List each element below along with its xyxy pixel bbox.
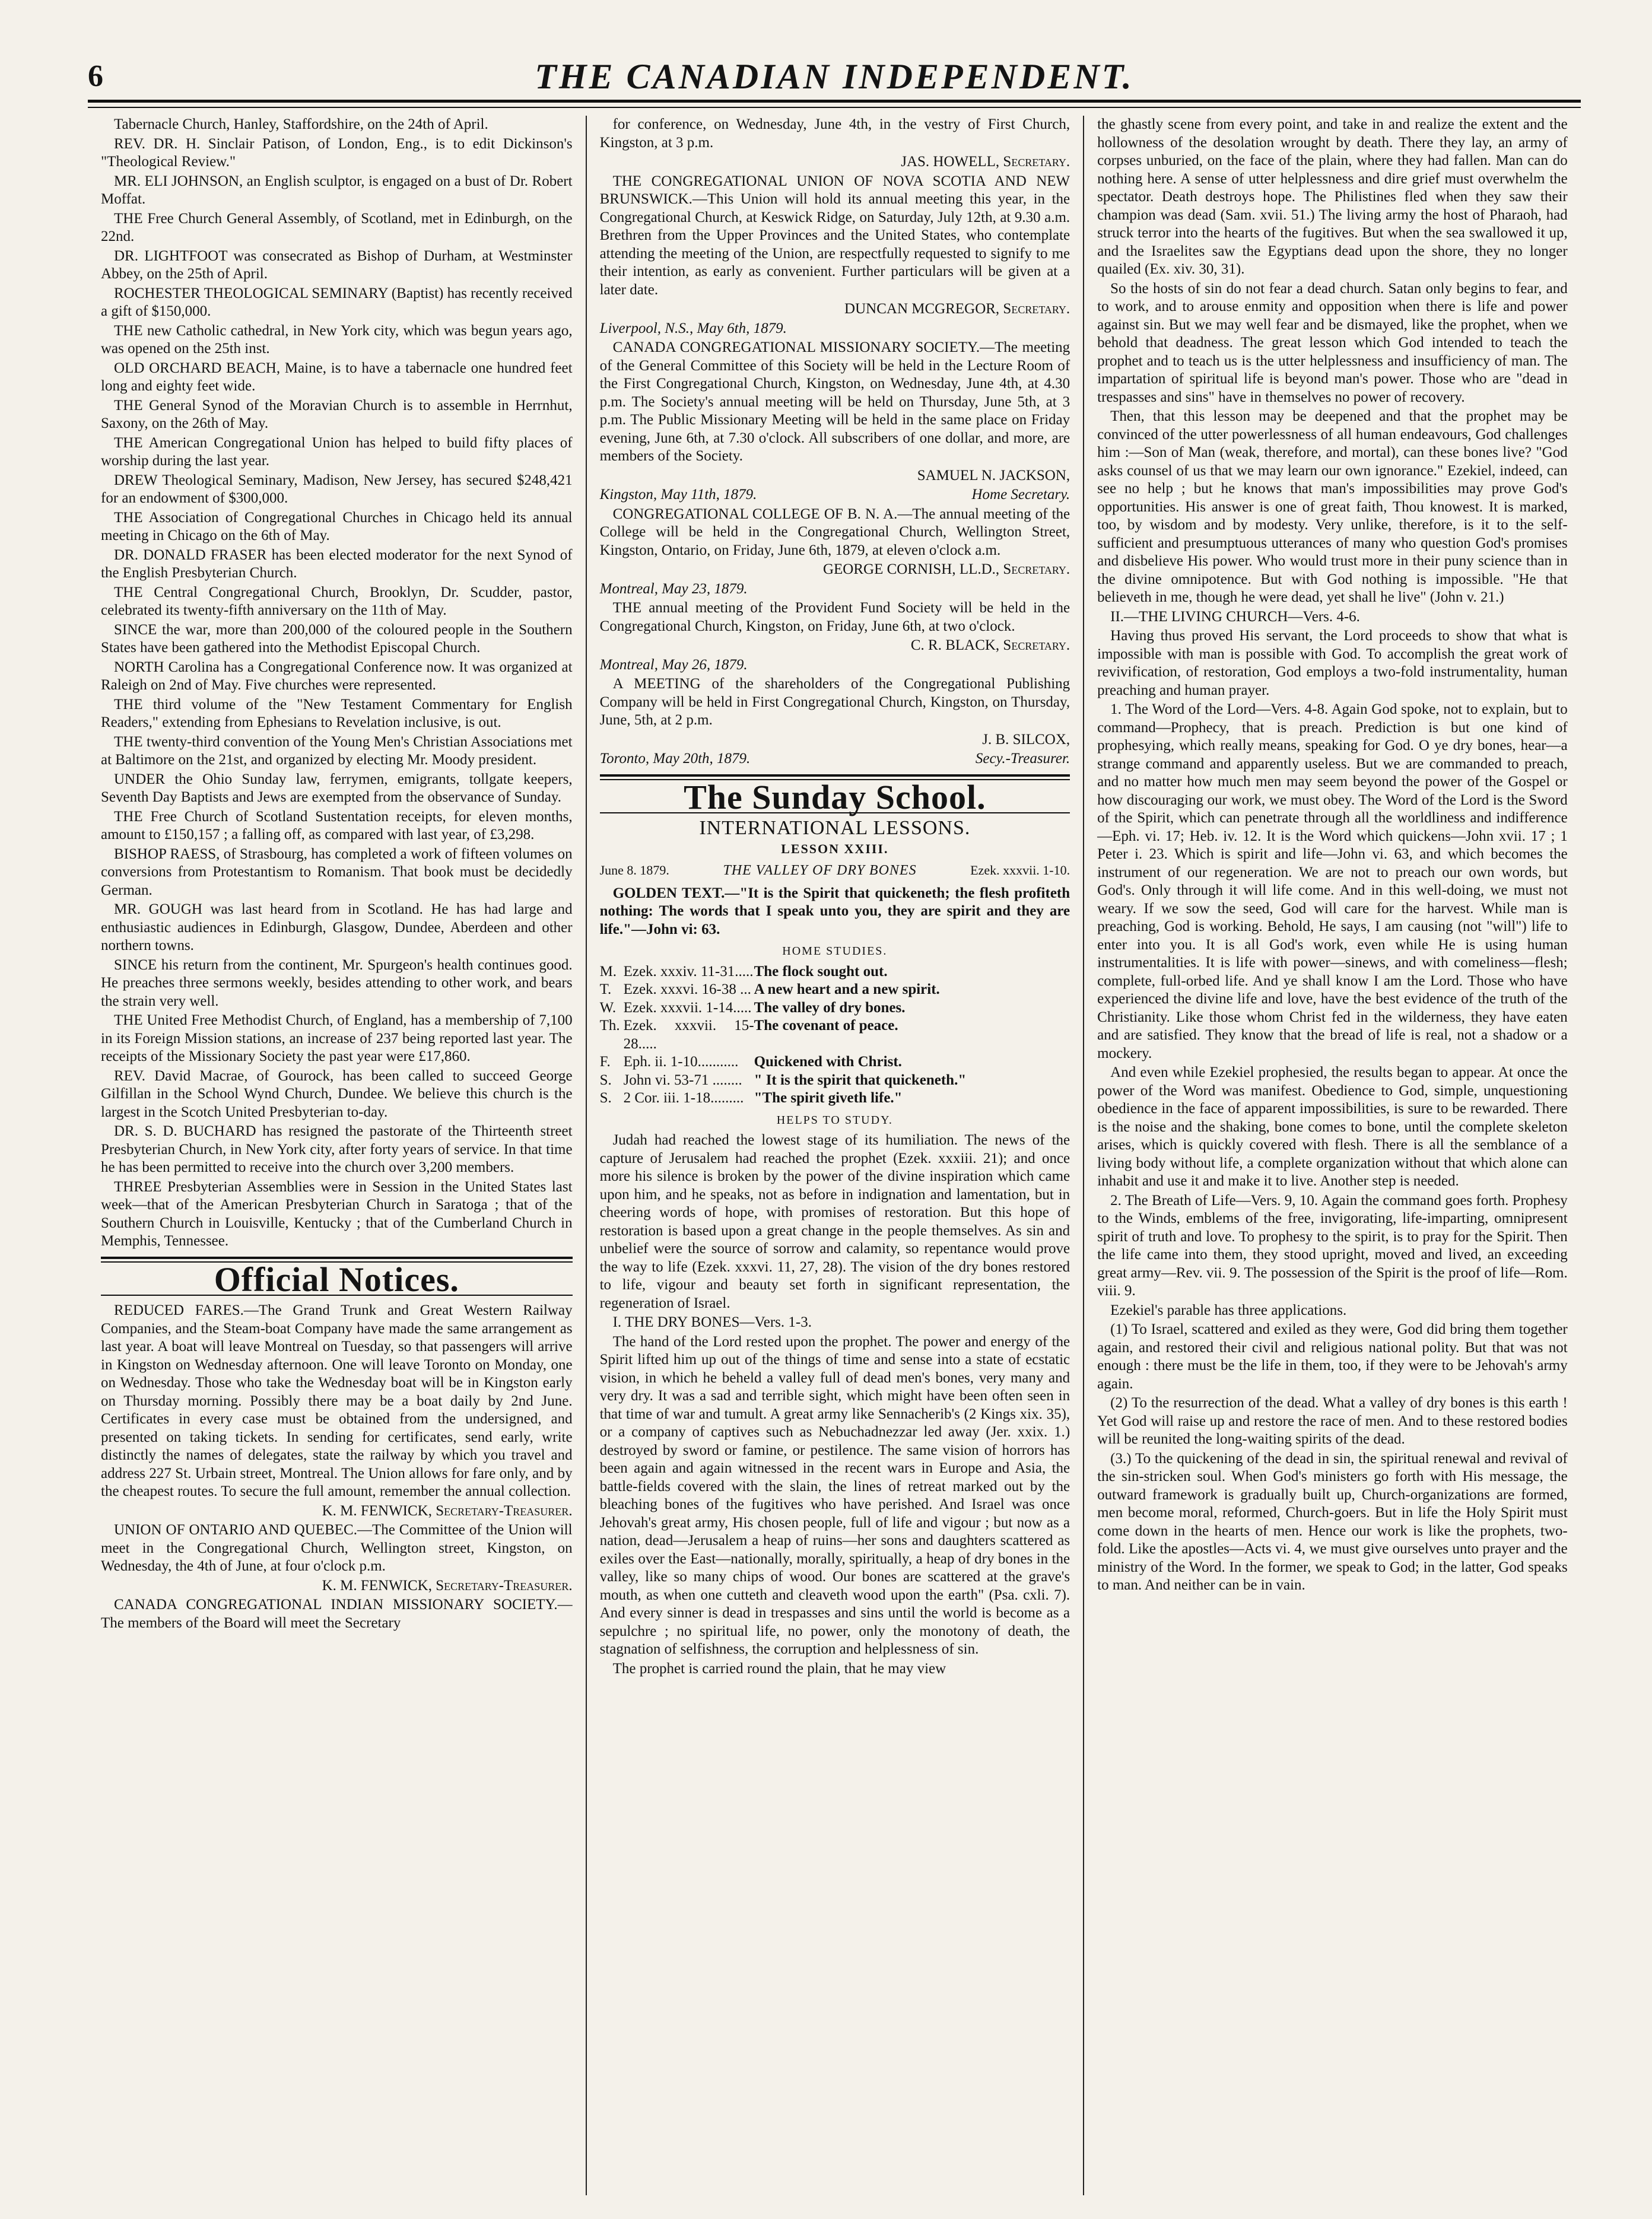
helps-paragraph: (2) To the resurrection of the dead. What a valley of dry bones is this earth ! Yet God will raise up and restore the race of men. And to these restored bodies will be reunited the long-waiting spirits of the dead. (1097, 1395, 1568, 1447)
helps-paragraph: Having thus proved His servant, the Lord proceeds to show that what is impossible with man is possible with God. To accomplish the great work of revivification, of restoration, God employs a two-fold instrumentality, human preaching and human prayer. (1097, 628, 1568, 698)
notice-signature: SAMUEL N. JACKSON, (917, 467, 1070, 484)
section-rule (600, 774, 1070, 777)
study-title: " It is the spirit that quickeneth." (754, 1072, 967, 1088)
helps-paragraph: So the hosts of sin do not fear a dead church. Satan only begins to fear, and to work, and to arouse enmity and opposition when there is life and power against sin. But we may well fear and be dismayed, like the prophet, when we behold that deadness. The great lesson which God intended to teach the prophet and to teach us is the utter helplessness and insufficiency of man. The impartation of spiritual life is beyond man's power. Those who are "dead in trespasses and sins" have in themselves no power of recovery. (1097, 280, 1568, 405)
page-number: 6 (88, 59, 103, 93)
study-title: Quickened with Christ. (754, 1054, 902, 1070)
notice-indian-missionary: CANADA CONGREGATIONAL INDIAN MISSIONARY SOCIETY.—The members of the Board will meet the Secretary (101, 1597, 573, 1631)
news-item: THE Free Church General Assembly, of Scotland, met in Edinburgh, on the 22nd. (101, 210, 573, 244)
notice-text: A MEETING of the shareholders of the Congregational Publishing Company will be held in First Congregational Church, Kingston, on Thursday, June, 5th, at 2 p.m. (599, 676, 1070, 728)
study-day: Th. (599, 1018, 620, 1034)
news-item: THE Central Congregational Church, Brooklyn, Dr. Scudder, pastor, celebrated its twenty-fifth anniversary on the 11th of May. (101, 584, 573, 618)
study-row (600, 999, 1070, 1018)
notice-signature: K. M. FENWICK, Secretary-Treasurer. (322, 1502, 573, 1519)
study-row (600, 963, 1070, 981)
dateline-role: Home Secretary. (971, 487, 1070, 503)
study-day: T. (599, 981, 612, 997)
notice-signature: DUNCAN MCGREGOR, Secretary. (844, 301, 1070, 317)
column-1 (88, 116, 586, 2195)
helps-paragraph: 2. The Breath of Life—Vers. 9, 10. Again the command goes forth. Prophesy to the Winds, emblems of the free, invigorating, life-imparting, omnipresent spirit of truth and love. To prophesy to the spirit, is to pray for the Spirit. Then the life came into them, they stood upright, moved and lived, an exceeding great army—Rev. vii. 9. The possession of the Spirit is the proof of life—Rom. viii. 9. (1097, 1192, 1568, 1299)
home-studies-heading: HOME STUDIES. (782, 945, 888, 958)
study-row (600, 1089, 1070, 1108)
study-row (600, 1053, 1070, 1072)
golden-text: GOLDEN TEXT.—"It is the Spirit that quickeneth; the flesh profiteth nothing: The words that I speak unto you, they are spirit and they are life."—John vi: 63. (599, 885, 1070, 937)
study-ref: Ezek. xxxvi. 16-38 ... (623, 981, 751, 997)
news-item: DR. S. D. BUCHARD has resigned the pastorate of the Thirteenth street Presbyterian Church, in New York city, after forty years of service. In that time he has been permitted to receive into the church over 3,200 members. (101, 1123, 573, 1175)
study-ref: John vi. 53-71 ........ (623, 1072, 742, 1088)
helps-paragraph: Ezekiel's parable has three applications. (1110, 1302, 1347, 1318)
helps-heading: HELPS TO STUDY. (776, 1113, 893, 1127)
helps-paragraph: (3.) To the quickening of the dead in sin, the spiritual renewal and revival of the sin-stricken soul. When God's ministers go forth with His message, the outward framework is gradually built up, Church-organizations are formed, men become moral, reformed, Church-goers. But in life the Holy Spirit must come down in the hearts of men. Hence our work is like the prophets, two-fold. Like the apostles—Acts vi. 4, we must give ourselves unto prayer and the ministry of the Word. In the former, we speak to God; in the latter, God speaks to man. And neither can be in vain. (1097, 1450, 1568, 1593)
notice-text: CONGREGATIONAL COLLEGE OF B. N. A.—The annual meeting of the College will be held in the Congregational Church, Wellington Street, Kingston, Ontario, on Friday, June 6th, 1879, at eleven o'clock a.m. (599, 506, 1070, 558)
notice-signature: GEORGE CORNISH, LL.D., Secretary. (822, 561, 1070, 577)
dateline-text: Kingston, May 11th, 1879. (599, 487, 757, 503)
official-notices-heading: Official Notices. (214, 1260, 459, 1299)
notice-text: for conference, on Wednesday, June 4th, in the vestry of First Church, Kingston, at 3 p.m. (599, 116, 1070, 151)
section-subheading: I. THE DRY BONES—Vers. 1-3. (612, 1314, 812, 1330)
news-item: REV. DR. H. Sinclair Patison, of London, Eng., is to edit Dickinson's "Theological Review." (101, 135, 573, 170)
section-subheading: II.—THE LIVING CHURCH—Vers. 4-6. (1110, 608, 1360, 625)
column-2 (586, 116, 1084, 2195)
news-item: SINCE the war, more than 200,000 of the coloured people in the Southern States have been gathered into the Methodist Episcopal Church. (101, 621, 573, 656)
news-item: UNDER the Ohio Sunday law, ferrymen, emigrants, tollgate keepers, Seventh Day Baptists and Jews are exempted from the observance of Sunday. (101, 771, 573, 805)
notice-signature: C. R. BLACK, Secretary. (910, 637, 1070, 653)
study-ref: 2 Cor. iii. 1-18......... (623, 1090, 744, 1106)
study-day: M. (599, 963, 617, 980)
study-title: "The spirit giveth life." (754, 1090, 903, 1106)
study-day: S. (599, 1072, 612, 1088)
lesson-name: THE VALLEY OF DRY BONES (723, 863, 917, 878)
notice-union-meeting: UNION OF ONTARIO AND QUEBEC.—The Committee of the Union will meet in the Congregational Church, Wellington street, Kingston, on Wednesday, the 4th of June, at four o'clock p.m. (101, 1522, 573, 1574)
news-item: OLD ORCHARD BEACH, Maine, is to have a tabernacle one hundred feet long and eighty feet wide. (101, 360, 573, 394)
notice-signature: J. B. SILCOX, (982, 731, 1070, 748)
helps-paragraph: 1. The Word of the Lord—Vers. 4-8. Again God spoke, not to explain, but to command—Prophecy, that is preach. Prediction is but one kind of prophesying, which really means, speaking for God. O ye dry bones, hear—a strange command and apparently useless. But we are commanded to preach, and no matter how much men may seem beyond the power of the Gospel or how discouraging our work, we must obey. The Word of the Lord is the Sword of the Spirit, which can penetrate through all the worldliness and indifference—Eph. vi. 17; Heb. iv. 12. It is the Word which quickens—John xvii. 17 ; 1 Peter i. 23. Which is spirit and life—John vi. 63, and which becomes the instrument of our regeneration. We are not to preach our own words, but God's. Only through it will life come. And in this well-doing, we must not weary. If we sow the seed, God will care for the harvest. While man is preaching, God is working. Behold, He says, I am causing (not "will") life to enter into you. It is all God's work, even while He is using human instrumentalities. It is life with power—sinews, and with comeliness—flesh; complete, full-orbed life. And ye shall know I am the Lord. Those who have experienced the divine life and love, have the best evidence of the truth of the Christianity. Like those whom Christ fed in the wilderness, they have eaten and are satisfied. They know that the bread of life is real, not a shadow or a mockery. (1097, 701, 1568, 1061)
notice-text: THE CONGREGATIONAL UNION OF NOVA SCOTIA AND NEW BRUNSWICK.—This Union will hold its annual meeting this year, in the Congregational Church, at Keswick Ridge, on Saturday, July 12th, at 9.30 a.m. Brethren from the Upper Provinces and the United States, who contemplate attending the meeting of the Union, are respectfully requested to signify to me their intention, as early as convenient. Further particulars will be given at a later date. (599, 173, 1070, 298)
helps-paragraph: The prophet is carried round the plain, that he may view (612, 1660, 946, 1677)
helps-paragraph: the ghastly scene from every point, and take in and realize the extent and the hollowness of the desolation wrought by death. There they lay, an army of corpses unburied, on the face of the plain, where they had fallen. Man can do nothing here. A sense of utter helplessness and dire grief must overwhelm the spectator. Death destroys hope. The Philistines fled when they saw their champion was dead (Sam. xvii. 51.) The living army the host of Pharaoh, had struck terror into the hearts of the fugitives. But when the sea swallowed it up, and the Israelites saw the Egyptians dead upon the shore, they no longer quailed (Ex. xiv. 30, 31). (1097, 116, 1568, 277)
news-item: THE Association of Congregational Churches in Chicago held its annual meeting in Chicago on the 6th of May. (101, 509, 573, 543)
study-day: S. (599, 1090, 612, 1106)
study-ref: Eph. ii. 1-10........... (623, 1054, 739, 1070)
header-rule-thick (88, 100, 1581, 103)
news-item: THE new Catholic cathedral, in New York city, which was begun years ago, was opened on the 25th inst. (101, 322, 573, 357)
helps-paragraph: (1) To Israel, scattered and exiled as they were, God did bring them together again, and restored their civil and religious national polity. But that was not enough : there must be the life in them, too, if they were to be Jehovah's army again. (1097, 1321, 1568, 1392)
study-day: F. (599, 1054, 611, 1070)
notice-signature: JAS. HOWELL, Secretary. (901, 154, 1070, 170)
study-day: W. (599, 999, 617, 1016)
study-title: The valley of dry bones. (754, 999, 906, 1016)
notice-dateline: Montreal, May 26, 1879. (599, 656, 748, 673)
news-item: MR. ELI JOHNSON, an English sculptor, is engaged on a bust of Dr. Robert Moffat. (101, 173, 573, 207)
dateline-text: Toronto, May 20th, 1879. (599, 751, 751, 767)
news-item: ROCHESTER THEOLOGICAL SEMINARY (Baptist) has recently received a gift of $150,000. (101, 285, 573, 319)
news-item: DR. DONALD FRASER has been elected moderator for the next Synod of the English Presbyterian Church. (101, 546, 573, 581)
helps-paragraph: Then, that this lesson may be deepened and that the prophet may be convinced of the utter powerlessness of all human endeavours, God challenges him :—Son of Man (weak, therefore, and mortal), can these bones live? "God asks counsel of us that we may learn our own ignorance." Ezekiel, indeed, can see no help ; but he knows that man's impossibilities may prove God's opportunities. His answer is one of great faith, Thou knowest. It is marked, too, by wisdom and by modesty. Very unlike, therefore, is it to the self-sufficient and presumptuous utterances of many who question God's promises and disbelieve His power. Who would trust more in their puny science than in the divine omnipotence. But with God nothing is impossible. "He that believeth in me, though he were dead, yet shall he live" (John v. 21.) (1097, 408, 1568, 605)
notice-dateline (600, 486, 1070, 504)
section-rule (101, 1257, 573, 1259)
news-item: NORTH Carolina has a Congregational Conference now. It was organized at Raleigh on 2nd of May. Five churches were represented. (101, 659, 573, 693)
news-item: Tabernacle Church, Hanley, Staffordshire, on the 24th of April. (114, 116, 488, 132)
study-ref: Ezek. xxxiv. 11-31..... (623, 963, 754, 980)
news-item: THE third volume of the "New Testament Commentary for English Readers," extending from Ephesians to Revelation inclusive, is out. (101, 696, 573, 730)
news-item: DREW Theological Seminary, Madison, New Jersey, has secured $248,421 for an endowment of $300,000. (101, 472, 573, 506)
notice-text: THE annual meeting of the Provident Fund Society will be held in the Congregational Church, Kingston, on Friday, June 6th, at two o'clock. (599, 600, 1070, 634)
columns (88, 116, 1581, 2195)
lesson-scripture: Ezek. xxxvii. 1-10. (970, 863, 1070, 878)
study-row (600, 1017, 1070, 1053)
helps-paragraph: And even while Ezekiel prophesied, the results began to appear. At once the power of the Word was manifest. Obedience to God, simple, unquestioning obedience in the face of apparent impossibilities, is sure to be rewarded. There is the noise and the shaking, bone comes to bone, until the complete skeleton arises, which is quickly covered with flesh. There is all the semblance of a living body without life, a complete organization without that which alone can inhabit and use it and make it to live. Another step is needed. (1097, 1064, 1568, 1189)
news-item: THE General Synod of the Moravian Church is to assemble in Herrnhut, Saxony, on the 26th of May. (101, 397, 573, 431)
notice-reduced-fares: REDUCED FARES.—The Grand Trunk and Great Western Railway Companies, and the Steam-boat Company have made the same arrangement as last year. A boat will leave Montreal on Tuesday, so that passengers will arrive in Kingston on Wednesday afternoon. One will leave Toronto on Monday, one on Wednesday. Those who take the Wednesday boat will be in Kingston early on Thursday morning. Possibly there may be a boat daily by 2nd June. Certificates in every case must be obtained from the undersigned, and presented on taking tickets. In sending for certificates, send early, write distinctly the names of delegates, state the railway by which you travel and address 227 St. Urbain street, Montreal. The Union allows for fare only, and by the cheapest routes. To secure the full amount, remember the annual collection. (101, 1302, 573, 1499)
lesson-date: June 8. 1879. (599, 863, 669, 878)
notice-signature: K. M. FENWICK, Secretary-Treasurer. (322, 1577, 573, 1594)
study-title: The flock sought out. (754, 963, 888, 980)
masthead (88, 56, 1581, 96)
header-rule-thin (88, 107, 1581, 108)
study-row (600, 981, 1070, 999)
news-item: REV. David Macrae, of Gourock, has been called to succeed George Gilfillan in the School Wynd Church, Dundee. We believe this church is the largest in the Scotch United Presbyterian to-day. (101, 1067, 573, 1120)
news-item: MR. GOUGH was last heard from in Scotland. He has had large and enthusiastic audiences in Edinburgh, Glasgow, Dundee, Aberdeen and other northern towns. (101, 901, 573, 953)
news-item: THE American Congregational Union has helped to build fifty places of worship during the last year. (101, 434, 573, 469)
news-item: THREE Presbyterian Assemblies were in Session in the United States last week—that of the American Presbyterian Church in Saratoga ; that of the Southern Church in Louisville, Kentucky ; that of the Cumberland Church in Memphis, Tennessee. (101, 1178, 573, 1249)
column-3 (1083, 116, 1581, 2195)
study-ref: Ezek. xxxvii. 15-28..... (623, 1018, 754, 1052)
lesson-reference (600, 861, 1070, 880)
news-item: BISHOP RAESS, of Strasbourg, has completed a work of fifteen volumes on conversions from Protestantism to Romanism. That book must be decidedly German. (101, 845, 573, 898)
running-title: THE CANADIAN INDEPENDENT. (535, 57, 1134, 96)
study-title: A new heart and a new spirit. (754, 981, 940, 997)
lessons-title: INTERNATIONAL LESSONS. (699, 817, 971, 839)
study-title: The covenant of peace. (754, 1018, 898, 1034)
news-item: THE Free Church of Scotland Sustentation receipts, for eleven months, amount to £150,157 ; a falling off, as compared with last year, of £3,298. (101, 808, 573, 843)
helps-paragraph: Judah had reached the lowest stage of its humiliation. The news of the capture of Jerusalem had reached the prophet (Ezek. xxxiii. 21); and once more his silence is broken by the power of the divine inspiration which came upon him, and he speaks, not as before in indignation and lamentation, but in cheering words of hope, with promises of restoration. But this hope of restoration is based upon a great change in the people themselves. As sin and unbelief were the source of sorrow and calamity, so repentance would prove the way to life (Ezek. xxxvi. 11, 27, 28). The vision of the dry bones restored to life, vigour and beauty set forth in significant representation, the regeneration of Israel. (599, 1132, 1070, 1311)
news-item: THE United Free Methodist Church, of England, has a membership of 7,100 in its Foreign Mission stations, an increase of 237 being reported last year. The receipts of the Missionary Society the past year were £17,860. (101, 1012, 573, 1064)
news-item: THE twenty-third convention of the Young Men's Christian Associations met at Baltimore on the 21st, and organized by electing Mr. Moody president. (101, 733, 573, 768)
study-row (600, 1072, 1070, 1090)
home-studies-list (600, 963, 1070, 1108)
helps-paragraph: The hand of the Lord rested upon the prophet. The power and energy of the Spirit lifted him up out of the things of time and sense into a state of ecstatic vision, in which he beheld a valley full of dead men's bones, very many and very dry. It was a sad and terrible sight, which might have been often seen in that time of war and tumult. A great army like Sennacherib's (2 Kings xix. 35), or a company of captives such as Nebuchadnezzar led away (Jer. xxix. 1.) destroyed by sword or famine, or pestilence. The same vision of horrors has been again and again witnessed in the recent wars in Europe and Asia, the battle-fields covered with the slain, the lines of retreat marked out by the bleaching bones of the fugitives who have perished. And Israel was once Jehovah's great army, His chosen people, full of life and vigour ; but now as a nation, dead—Jerusalem a heap of ruins—her sons and daughters scattered as exiles over the East—nationally, morally, spiritually, a heap of dry bones in the valley, like so many chips of wood. Our bones are scattered at the grave's mouth, as when one cutteth and cleaveth wood upon the earth" (Psa. cxli. 7). And every sinner is dead in trespasses and sins until the world is become as a sepulchre ; no spiritual life, no power, only the monotony of death, the stagnation of selfishness, the corruption and helplessness of sin. (599, 1333, 1070, 1657)
notice-text: CANADA CONGREGATIONAL MISSIONARY SOCIETY.—The meeting of the General Committee of this Society will be held in the Lecture Room of the First Congregational Church, Kingston, on Wednesday, June 4th, at 4.30 p.m. The Society's annual meeting will be held on Thursday, June 5th, at 3 p.m. The Public Missionary Meeting will be held in the same place on Friday evening, June 6th, at 7.30 o'clock. All subscribers of one dollar, and more, are members of the Society. (599, 339, 1070, 464)
notice-dateline (600, 750, 1070, 768)
sunday-school-heading: The Sunday School. (684, 777, 986, 816)
dateline-role: Secy.-Treasurer. (975, 751, 1070, 767)
news-item: DR. LIGHTFOOT was consecrated as Bishop of Durham, at Westminster Abbey, on the 25th of April. (101, 247, 573, 282)
news-item: SINCE his return from the continent, Mr. Spurgeon's health continues good. He preaches three sermons weekly, besides attending to other work, and bears the strain very well. (101, 956, 573, 1009)
notice-dateline: Liverpool, N.S., May 6th, 1879. (599, 320, 787, 336)
lesson-number: LESSON XXIII. (781, 841, 889, 856)
study-ref: Ezek. xxxvii. 1-14..... (623, 999, 752, 1016)
notice-dateline: Montreal, May 23, 1879. (599, 580, 748, 597)
